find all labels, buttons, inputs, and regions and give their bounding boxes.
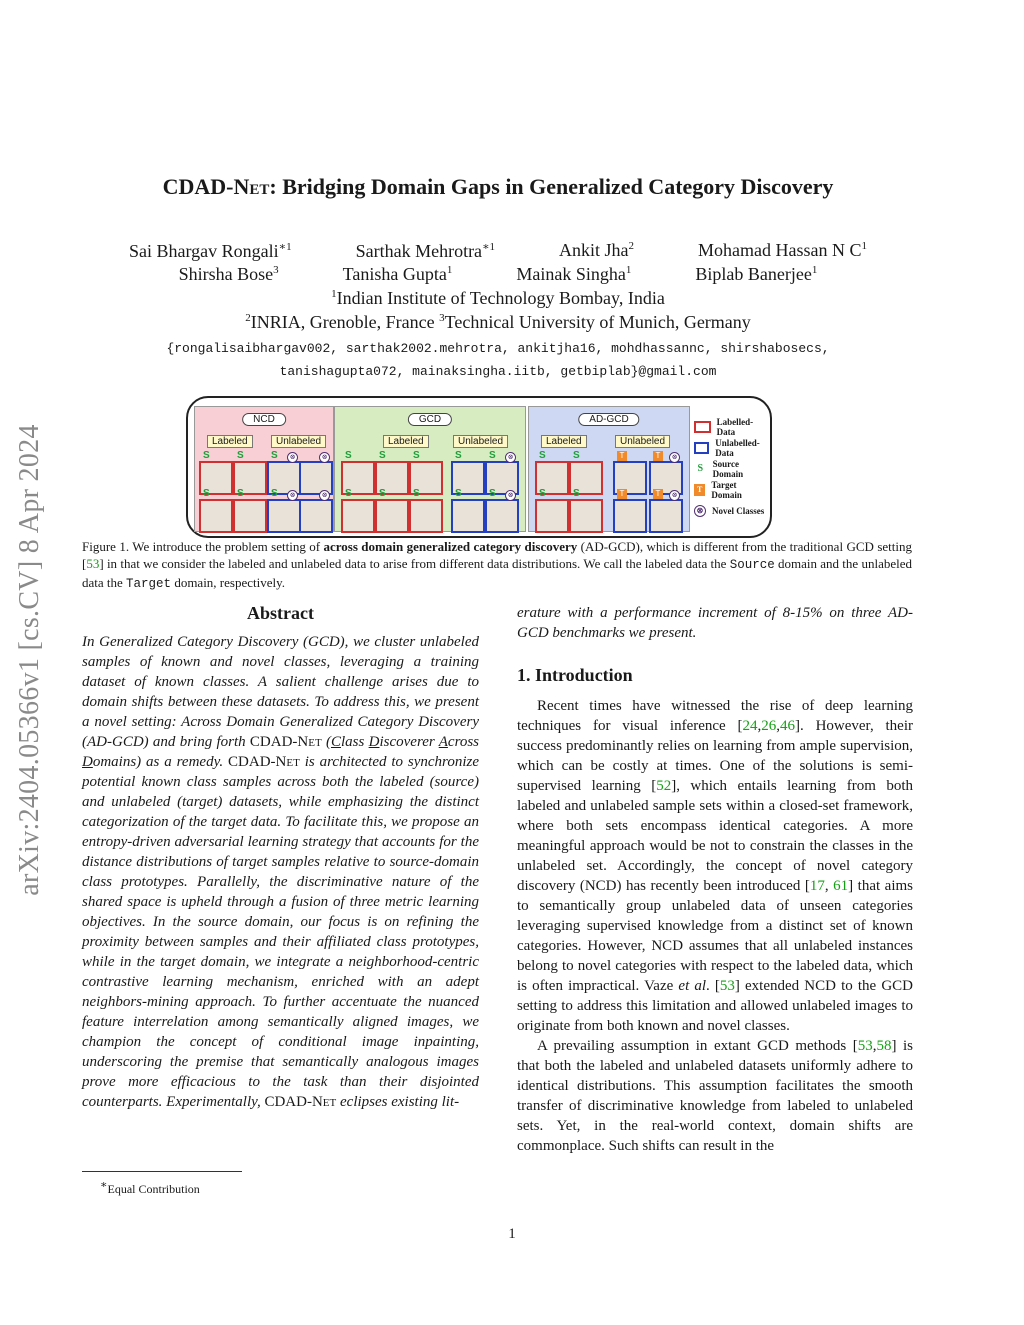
right-column	[517, 603, 913, 1156]
arxiv-stamp	[0, 360, 60, 960]
image-tile: ⊗	[299, 461, 333, 495]
image-tile: S	[375, 461, 409, 495]
author-row-1	[60, 240, 936, 262]
citation-link[interactable]: 52	[656, 778, 672, 794]
image-tile: S	[233, 499, 267, 533]
image-tile: S	[199, 461, 233, 495]
image-tile: ⊗	[299, 499, 333, 533]
citation-link[interactable]: 58	[876, 1038, 892, 1054]
image-tile: S	[409, 499, 443, 533]
author: Mohamad Hassan N $C^1$	[698, 240, 868, 260]
source-icon: S	[697, 463, 704, 474]
image-tile: S	[569, 461, 603, 495]
image-tile: S	[535, 499, 569, 533]
adgcd-unlabeled-tag: Unlabeled	[615, 435, 670, 448]
email-line-1: {rongalisaibhargav002, sarthak2002.mehrotra, ankitjha16, mohdhassannc, shirshabosecs,	[166, 341, 830, 356]
author: Tanisha Gupta$^1$	[342, 264, 453, 284]
gcd-panel	[334, 406, 526, 532]
citation-link[interactable]: 53	[86, 556, 100, 571]
adgcd-label: AD-GCD	[578, 413, 639, 426]
image-tile: S	[569, 499, 603, 533]
author: Shirsha Bose$^3$	[178, 264, 279, 284]
image-tile: T	[613, 499, 647, 533]
abstract-body: In Generalized Category Discovery (GCD), we cluster unlabeled samples of known and novel classes, leveraging a training dataset of known classes. A salient challenge arises due to domain shifts between these datasets. To address this, we present a novel setting: Across Domain Generalized Category Discovery (AD-GCD) and bring forth CDAD-Net (Class Discoverer Across Domains) as a remedy. CDAD-Net is architected to synchronize potential known class samples across both the labeled (source) and unlabeled (target) datasets, while emphasizing the distinct categorization of the target data. To facilitate this, we propose an entropy-driven adversarial learning strategy that accounts for the distance distributions of target samples relative to source-domain class prototypes. Parallelly, the discriminative nature of the shared space is upheld through a fusion of three metric learning objectives. In the source domain, our focus is on refining the proximity between samples and their affiliated class prototypes, while in the target domain, we integrate a neighborhood-centric contrastive learning mechanism, enriched with an adept neighbors-mining approach. To further accentuate the nuanced feature interrelation among semantically aligned images, we champion the concept of conditional image inpainting, underscoring the premise that semantically analogous images prove more efficacious to the task than their disjointed counterparts. Experimentally, CDAD-Net eclipses existing lit-	[82, 634, 480, 1110]
citation-link[interactable]: 26	[761, 718, 777, 734]
image-tile: T ⊗	[649, 461, 683, 495]
image-tile: S	[535, 461, 569, 495]
author: Biplab Banerjee$^1$	[695, 264, 818, 284]
legend-novel: ⊗ Novel Classes	[694, 500, 766, 521]
footnote-rule	[82, 1171, 242, 1172]
abstract-section	[82, 603, 479, 1112]
legend-source: S Source Domain	[694, 458, 766, 479]
image-tile: T ⊗	[649, 499, 683, 533]
author-list	[60, 240, 936, 285]
citation-link[interactable]: 53	[719, 978, 735, 994]
ncd-panel	[194, 406, 334, 532]
image-tile: S	[341, 499, 375, 533]
author: Mainak Singha$^1$	[516, 264, 632, 284]
author: Ankit Jha$^2$	[559, 240, 635, 260]
title-name: Net	[233, 174, 270, 199]
legend-labelled: Labelled-Data	[694, 416, 766, 437]
title-suffix: : Bridging Domain Gaps in Generalized Category Discovery	[269, 174, 834, 199]
citation-link[interactable]: 24	[742, 718, 758, 734]
ncd-label: NCD	[242, 413, 286, 426]
intro-paragraph-2: A prevailing assumption in extant GCD methods [53,58] is that both the labeled and unlabeled datasets uniformly adhere to identical distributions. This assumption facilitates the smooth transfer of discriminative knowledge from labeled to unlabeled sets. Yet, in the real-world context, domain shifts are commonplace. Such shifts can result in the	[517, 1038, 914, 1154]
image-tile: S	[375, 499, 409, 533]
image-tile: T	[613, 461, 647, 495]
image-tile: S ⊗	[485, 499, 519, 533]
legend-target: T Target Domain	[694, 479, 766, 500]
affiliation-2: $^2$INRIA, Grenoble, France $^3$Technical University of Munich, Germany	[245, 312, 751, 332]
image-tile: S ⊗	[267, 461, 301, 495]
title-prefix: CDAD-	[162, 174, 234, 199]
image-tile: S	[451, 499, 485, 533]
page-number: 1	[508, 1226, 516, 1242]
image-tile: S	[199, 499, 233, 533]
gcd-label: GCD	[408, 413, 452, 426]
image-tile: S ⊗	[485, 461, 519, 495]
paper-title	[60, 174, 936, 200]
citation-link[interactable]: 17	[809, 878, 825, 894]
ncd-labeled-tag: Labeled	[207, 435, 253, 448]
intro-paragraph-1: Recent times have witnessed the rise of deep learning techniques for visual inference [24,26,46]. However, their success predominantly relies on learning from ample supervision, which can be costly at times. One of the solutions is semi-supervised learning [52], which entails learning from both labeled and unlabeled sample sets within a closed-set framework, where both sets encompass identical categories. A more meaningful approach would be not to constrain the classes in the unlabeled set. Accordingly, the concept of novel category discovery (NCD) has recently been introduced [17, 61] that aims to semantically group unlabeled data of unseen categories leveraging supervised knowledge from a distinct set of known categories. However, NCD assumes that all unlabeled instances belong to novel categories with respect to the labeled data, which is often impractical. Vaze et al. [53] extended NCD to the GCD setting to address this limitation and allowed unlabeled images to originate from both known and novel classes.	[517, 698, 914, 1034]
arxiv-id: arXiv:2404.05366v1 [cs.CV] 8 Apr 2024	[14, 424, 45, 896]
figure-legend	[694, 416, 766, 521]
figure-1	[186, 396, 772, 538]
citation-link[interactable]: 61	[833, 878, 849, 894]
legend-unlabelled: Unlabelled-Data	[694, 437, 766, 458]
affiliation-1: $^1$Indian Institute of Technology Bombay, India	[331, 288, 665, 308]
image-tile: S	[409, 461, 443, 495]
gcd-unlabeled-tag: Unlabeled	[453, 435, 508, 448]
image-tile: S ⊗	[267, 499, 301, 533]
adgcd-labeled-tag: Labeled	[541, 435, 587, 448]
figure-caption: Figure 1. We introduce the problem setting of across domain generalized category discovery (AD-GCD), which is different from the traditional GCD setting [53] in that we consider the labeled and unlabeled data to arise from different data distributions. We call the labeled data the Source domain and the unlabeled data the Target domain, respectively.	[82, 539, 912, 591]
footnote: ∗Equal Contribution	[100, 1179, 200, 1196]
abstract-heading: Abstract	[247, 603, 314, 623]
target-icon: T	[694, 484, 705, 496]
gcd-labeled-tag: Labeled	[383, 435, 429, 448]
citation-link[interactable]: 53	[857, 1038, 873, 1054]
author: Sarthak Mehrotra$^{∗1}$	[355, 241, 496, 261]
ncd-unlabeled-tag: Unlabeled	[271, 435, 326, 448]
novel-icon: ⊗	[694, 505, 706, 517]
adgcd-panel	[528, 406, 690, 532]
unlabelled-swatch	[694, 442, 709, 454]
citation-link[interactable]: 46	[780, 718, 796, 734]
abstract-continued: erature with a performance increment of 8-15% on three AD-GCD benchmarks we present.	[517, 605, 913, 641]
labelled-swatch	[694, 421, 711, 433]
introduction-heading: 1. Introduction	[517, 665, 633, 685]
image-tile: S	[341, 461, 375, 495]
author-row-2	[60, 264, 936, 285]
image-tile: S	[233, 461, 267, 495]
image-tile: S	[451, 461, 485, 495]
author: Sai Bhargav Rongali$^{∗1}$	[128, 241, 292, 261]
email-line-2: tanishagupta072, mainaksingha.iitb, getbiplab}@gmail.com	[279, 364, 717, 379]
